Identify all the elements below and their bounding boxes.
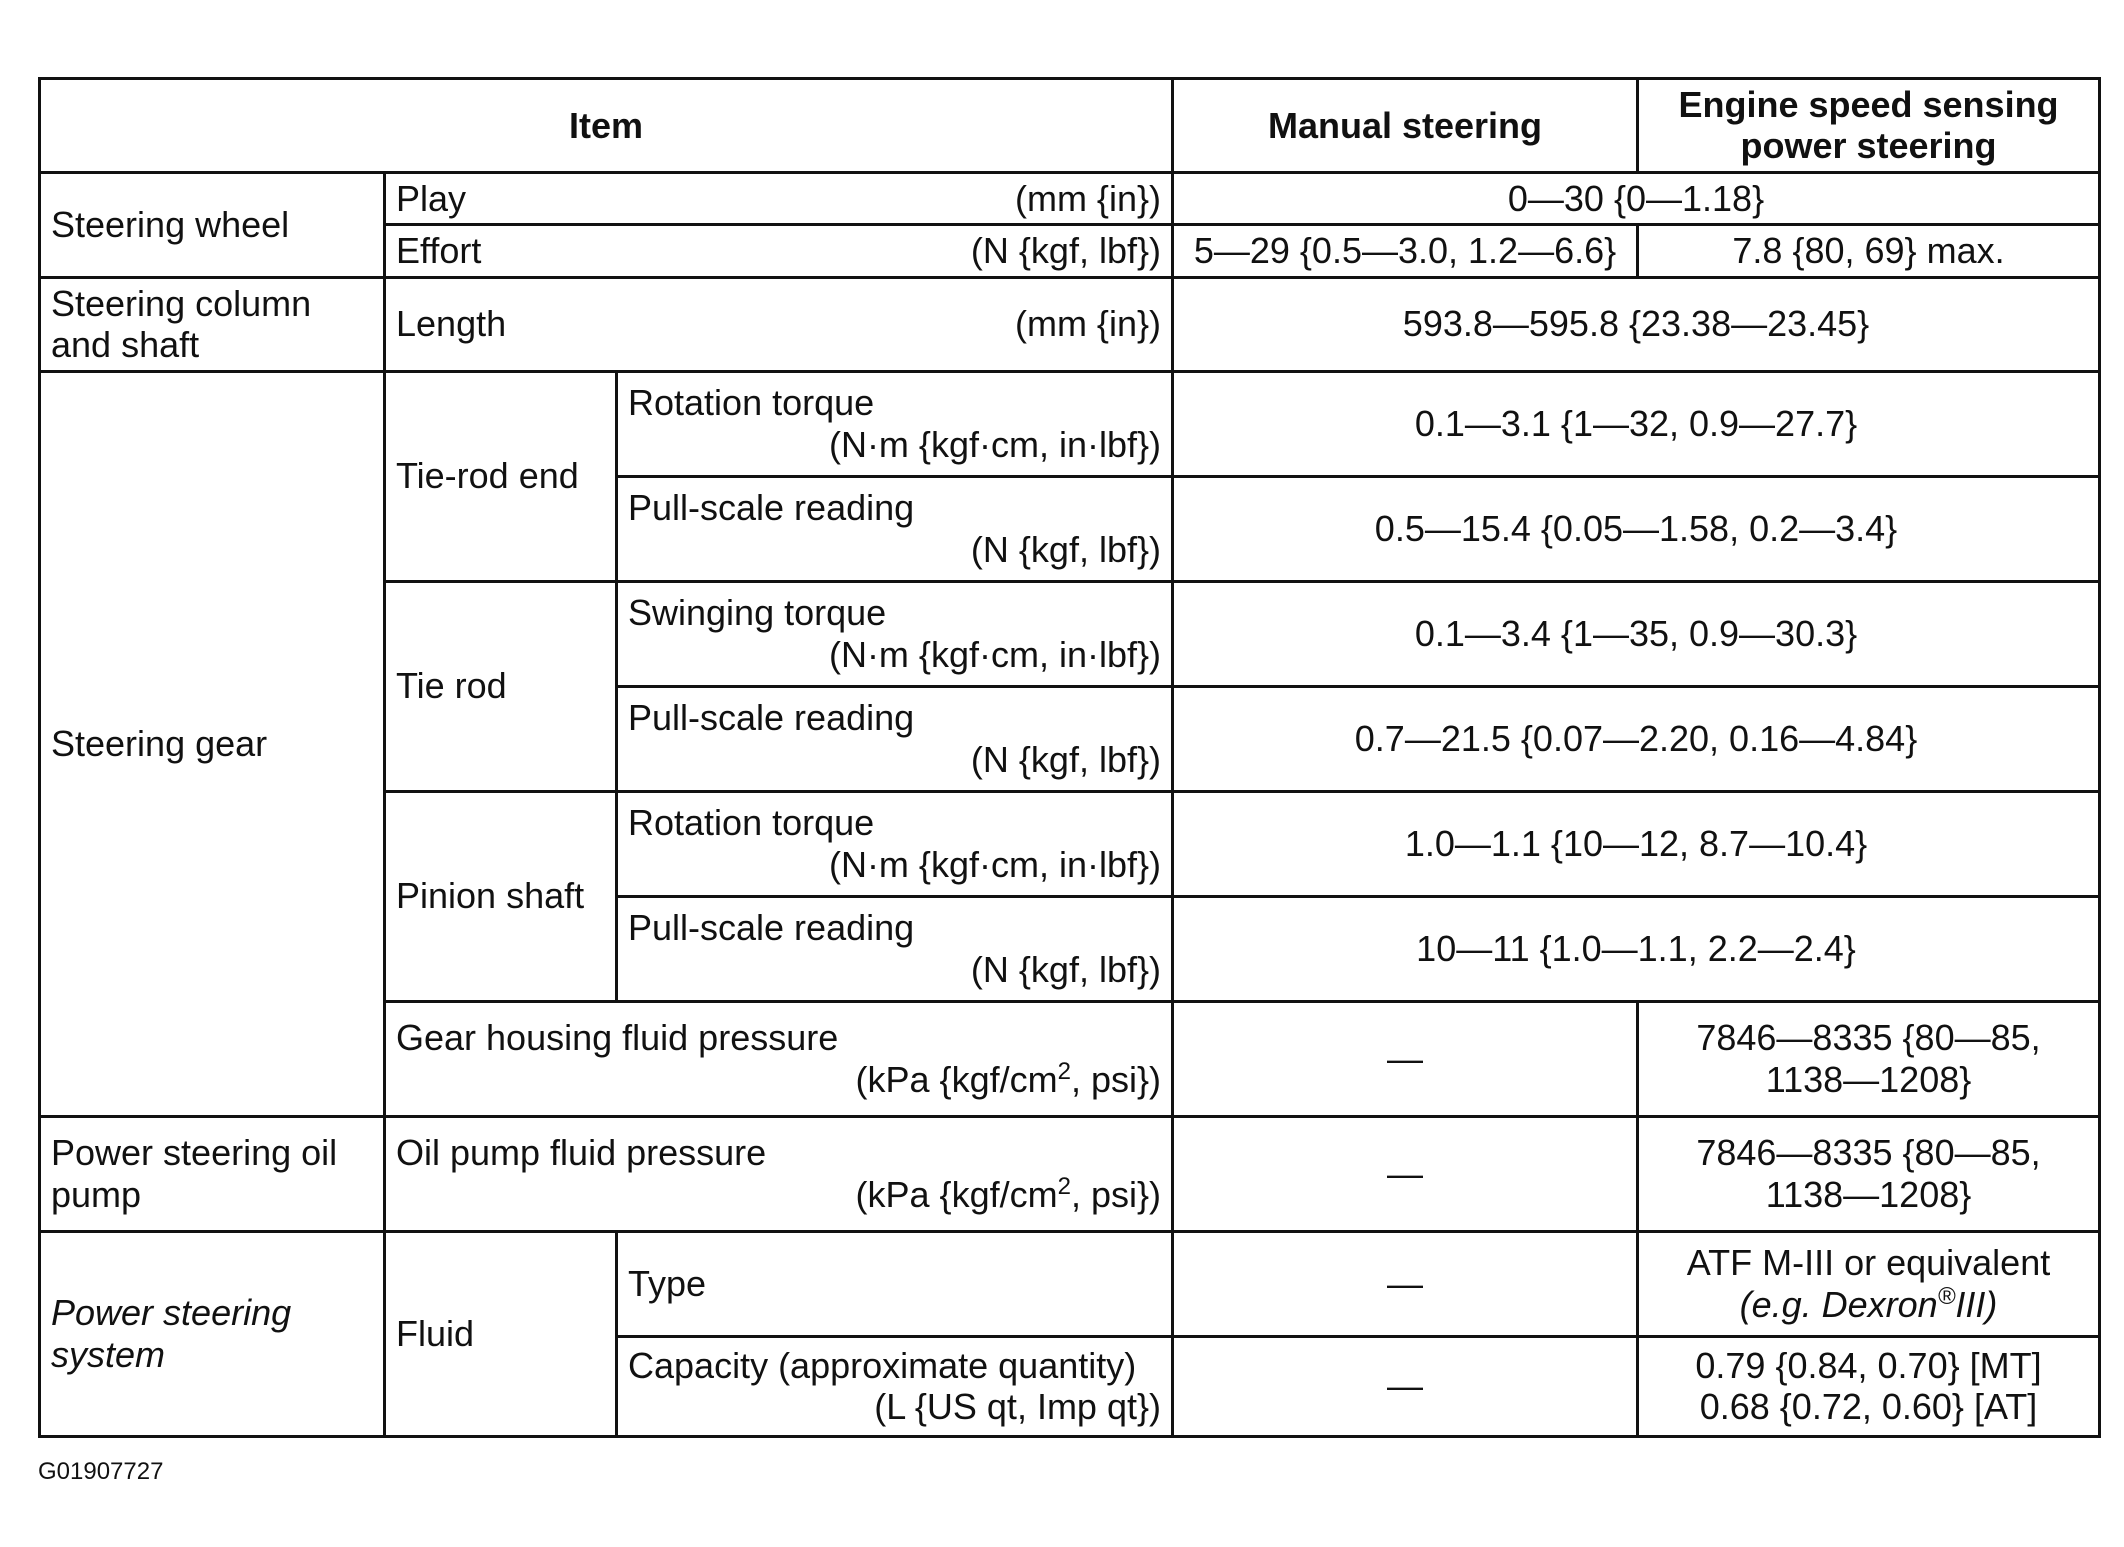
oil-pump-manual-value: —: [1173, 1116, 1638, 1231]
header-row: [40, 79, 2100, 173]
pinion-shaft-label: Pinion shaft: [385, 791, 617, 1001]
play-value: 0—30 {0—1.18}: [1173, 172, 2100, 224]
steering-wheel-label: Steering wheel: [40, 172, 385, 277]
length-value: 593.8—595.8 {23.38—23.45}: [1173, 277, 2100, 371]
effort-power-value: 7.8 {80, 69} max.: [1638, 225, 2100, 277]
fluid-label: Fluid: [385, 1231, 617, 1436]
length-item: Length (mm {in}): [385, 277, 1173, 371]
tie-rod-end-label: Tie-rod end: [385, 371, 617, 581]
table-row: [40, 371, 2100, 476]
oil-pump-power-value: 7846—8335 {80—85, 1138—1208}: [1638, 1116, 2100, 1231]
oil-pump-pressure-item: Oil pump fluid pressure (kPa {$kgf/cm^2$, psi}): [385, 1116, 1173, 1231]
power-steering-system-label: Power steering system: [40, 1231, 385, 1436]
fluid-type-power-value: ATF M-III or equivalent (e.g. Dexron®III): [1638, 1231, 2100, 1336]
tie-rod-swinging-value: 0.1—3.4 {1—35, 0.9—30.3}: [1173, 581, 2100, 686]
fluid-capacity-manual-value: —: [1173, 1336, 1638, 1436]
fluid-type-manual-value: —: [1173, 1231, 1638, 1336]
figure-id: G01907727: [38, 1458, 164, 1485]
header-item: Item: [40, 79, 1173, 173]
play-item: Play (mm {in}): [385, 172, 1173, 224]
tie-rod-swinging-item: Swinging torque (N·m {kgf·cm, in·lbf}): [617, 581, 1173, 686]
table-row: [40, 1231, 2100, 1336]
table-row: [40, 1116, 2100, 1231]
gear-housing-pressure-item: Gear housing fluid pressure (kPa {$kgf/cm^2$, psi}): [385, 1001, 1173, 1116]
pinion-pull-value: 10—11 {1.0—1.1, 2.2—2.4}: [1173, 896, 2100, 1001]
fluid-capacity-power-value: 0.79 {0.84, 0.70} [MT] 0.68 {0.72, 0.60} [AT]: [1638, 1336, 2100, 1436]
tie-rod-end-pull-value: 0.5—15.4 {0.05—1.58, 0.2—3.4}: [1173, 476, 2100, 581]
tie-rod-pull-value: 0.7—21.5 {0.07—2.20, 0.16—4.84}: [1173, 686, 2100, 791]
table-row: [40, 172, 2100, 224]
oil-pump-label: Power steering oil pump: [40, 1116, 385, 1231]
tie-rod-end-rotation-item: Rotation torque (N·m {kgf·cm, in·lbf}): [617, 371, 1173, 476]
tie-rod-end-rotation-value: 0.1—3.1 {1—32, 0.9—27.7}: [1173, 371, 2100, 476]
gear-housing-power-value: 7846—8335 {80—85, 1138—1208}: [1638, 1001, 2100, 1116]
tie-rod-pull-item: Pull-scale reading (N {kgf, lbf}): [617, 686, 1173, 791]
steering-gear-label: Steering gear: [40, 371, 385, 1116]
effort-item: Effort (N {kgf, lbf}): [385, 225, 1173, 277]
tie-rod-end-pull-item: Pull-scale reading (N {kgf, lbf}): [617, 476, 1173, 581]
tie-rod-label: Tie rod: [385, 581, 617, 791]
fluid-type-item: Type: [617, 1231, 1173, 1336]
header-manual-steering: Manual steering: [1173, 79, 1638, 173]
pinion-pull-item: Pull-scale reading (N {kgf, lbf}): [617, 896, 1173, 1001]
pinion-rotation-item: Rotation torque (N·m {kgf·cm, in·lbf}): [617, 791, 1173, 896]
header-engine-speed-sensing: Engine speed sensing power steering: [1638, 79, 2100, 173]
table-row: [40, 277, 2100, 371]
effort-manual-value: 5—29 {0.5—3.0, 1.2—6.6}: [1173, 225, 1638, 277]
steering-spec-table: [38, 77, 2101, 1438]
fluid-capacity-item: Capacity (approximate quantity) (L {US qt, Imp qt}): [617, 1336, 1173, 1436]
pinion-rotation-value: 1.0—1.1 {10—12, 8.7—10.4}: [1173, 791, 2100, 896]
gear-housing-manual-value: —: [1173, 1001, 1638, 1116]
spec-table-container: [38, 77, 2098, 1437]
steering-column-label: Steering column and shaft: [40, 277, 385, 371]
